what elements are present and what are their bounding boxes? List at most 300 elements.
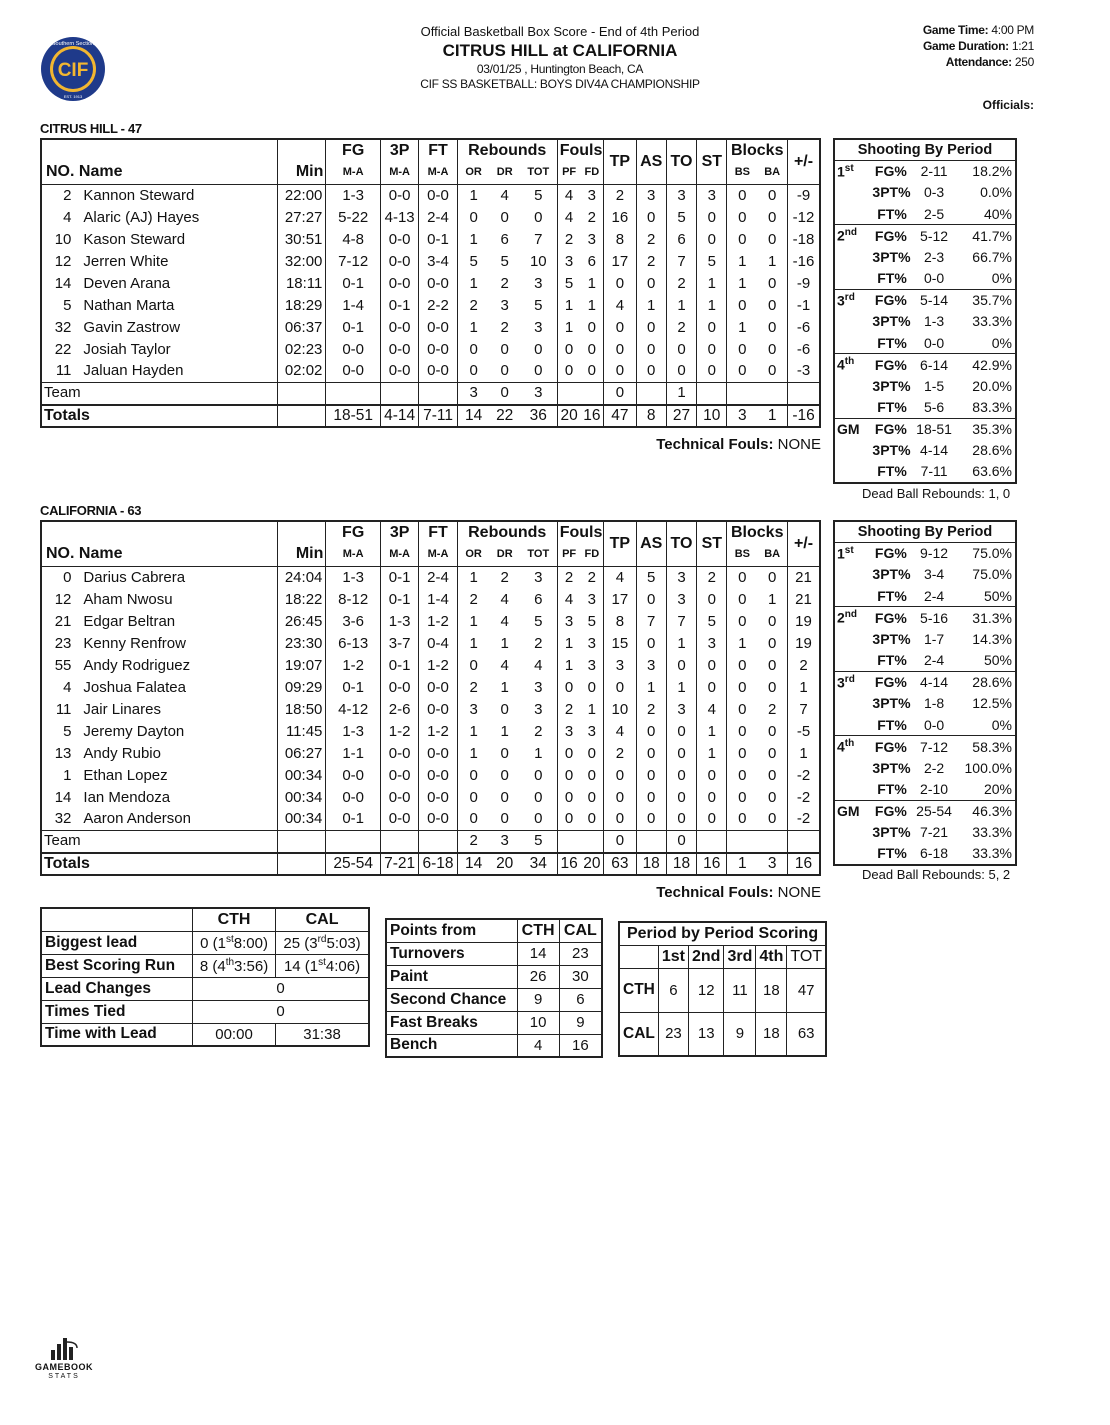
team-stat-cell: 3 — [457, 383, 489, 405]
stat-cell: 0 — [727, 699, 757, 721]
stat-cell: 1 — [500, 722, 509, 740]
stat-cell: 0 — [500, 340, 509, 358]
stat-cell: 4 — [557, 589, 580, 611]
stat-cell: 2 — [587, 208, 597, 226]
period-label — [834, 203, 872, 225]
stat-cell: 0 — [636, 787, 666, 809]
period-label: 4th — [834, 736, 872, 758]
stat-cell: 2 — [636, 229, 666, 251]
col-plus-minus: +/- — [788, 139, 820, 185]
stat-cell: 5 — [500, 252, 509, 270]
stat-cell: 0 — [666, 787, 696, 809]
totals-cell: 34 — [520, 853, 557, 875]
stat-cell: 18:50 — [277, 699, 325, 721]
stat-cell: 4 — [604, 295, 636, 317]
shooting-by-period-california — [833, 520, 1017, 866]
report-type: Official Basketball Box Score - End of 4th Period — [420, 24, 700, 39]
shooting-stat-label: 3PT% — [872, 248, 911, 265]
dead-ball-rebounds-citrus-hill: Dead Ball Rebounds: 1, 0 — [862, 486, 1011, 501]
stat-cell: 5 — [534, 612, 543, 630]
shooting-stat-label: FT% — [877, 399, 907, 415]
lead-col-cth: CTH — [193, 908, 276, 931]
stat-cell: 0-0 — [380, 339, 418, 361]
period-label: 1st — [837, 544, 854, 562]
stat-cell: 1 — [788, 743, 820, 765]
points-from-col-cal: CAL — [559, 919, 602, 942]
stat-cell: 0 — [767, 788, 777, 806]
team-stat-cell — [277, 831, 325, 853]
shooting-made-attempted: 25-54 — [909, 800, 960, 822]
shooting-stat-label: FT% — [877, 781, 907, 797]
stat-cell: 23:30 — [277, 633, 325, 655]
player-name: Ian Mendoza — [83, 788, 171, 806]
stat-cell: 1 — [557, 633, 580, 655]
col-tp: TP — [604, 521, 636, 567]
shooting-percentage: 50% — [983, 652, 1012, 668]
stat-cell: 24:04 — [277, 567, 325, 589]
stat-cell: 2 — [767, 700, 777, 718]
stat-cell: 5 — [457, 251, 489, 273]
points-from-cth: 4 — [517, 1034, 559, 1057]
player-number: 4 — [63, 678, 72, 696]
shooting-made-attempted: 6-14 — [909, 354, 960, 376]
stat-cell: 0-0 — [326, 339, 381, 361]
stat-cell: 2 — [457, 677, 489, 699]
period-label — [834, 332, 872, 354]
stat-cell: -18 — [788, 229, 820, 251]
shooting-percentage: 35.3% — [959, 418, 1016, 440]
shooting-percentage: 18.2% — [972, 163, 1012, 179]
stat-cell: 2 — [604, 185, 636, 207]
player-number: 12 — [54, 590, 72, 608]
stat-cell: 1-4 — [326, 295, 381, 317]
stat-cell: 1-2 — [380, 721, 418, 743]
shooting-row — [834, 354, 1016, 376]
totals-min-blank — [277, 405, 325, 427]
team-stat-cell: 0 — [604, 383, 636, 405]
totals-cell: 3 — [727, 405, 757, 427]
stat-cell: 3-4 — [419, 251, 457, 273]
player-number: 13 — [54, 744, 72, 762]
stat-cell: 2-2 — [419, 295, 457, 317]
points-from-cal: 30 — [559, 965, 602, 988]
shooting-stat-label: FT% — [877, 845, 907, 862]
stat-cell: 0 — [727, 567, 757, 589]
player-row — [41, 633, 820, 655]
col-ft: FT — [419, 521, 457, 544]
stat-cell: 2 — [500, 274, 509, 292]
stat-cell: 0-0 — [419, 273, 457, 295]
shooting-made-attempted: 1-7 — [923, 630, 945, 647]
shooting-row — [834, 182, 1016, 204]
stat-cell: 0-0 — [419, 787, 457, 809]
shooting-stat-label: FG% — [872, 225, 908, 247]
stat-cell: -3 — [788, 361, 820, 383]
stat-cell: 0 — [697, 207, 727, 229]
stat-cell: 0 — [767, 678, 777, 696]
stat-cell: 1 — [636, 295, 666, 317]
team-stat-cell — [380, 831, 418, 853]
team-stat-cell — [326, 831, 381, 853]
stat-cell: 0-0 — [380, 809, 418, 831]
stat-cell: 2 — [636, 699, 666, 721]
team-row — [41, 831, 820, 853]
stat-cell: 27:27 — [277, 207, 325, 229]
stat-cell: 1-3 — [326, 185, 381, 207]
shooting-row — [834, 440, 1016, 462]
stat-cell: 16 — [604, 207, 636, 229]
team-stat-cell: 0 — [666, 831, 696, 853]
totals-cell: 16 — [788, 853, 820, 875]
period-header: 4th — [756, 945, 787, 968]
stat-cell: 18:29 — [277, 295, 325, 317]
stat-cell: 0-0 — [419, 317, 457, 339]
period-score: 18 — [756, 1012, 787, 1056]
stat-cell: 00:34 — [277, 809, 325, 831]
stat-cell: 0-0 — [326, 765, 381, 787]
stat-cell: 3 — [587, 722, 597, 740]
period-label: 2nd — [834, 607, 872, 629]
game-time: 4:00 PM — [991, 23, 1034, 37]
shooting-made-attempted: 2-2 — [923, 759, 945, 776]
stat-cell: 0 — [727, 207, 757, 229]
stat-cell: 0-0 — [380, 743, 418, 765]
points-from-title: Points from — [386, 919, 517, 942]
team-stat-cell — [697, 831, 727, 853]
player-name: Aaron Anderson — [83, 810, 191, 828]
team-row — [41, 383, 820, 405]
stat-cell: 0 — [636, 633, 666, 655]
player-row — [41, 207, 820, 229]
shooting-percentage: 66.7% — [972, 248, 1012, 265]
shooting-made-attempted: 7-11 — [920, 463, 948, 480]
stat-cell: 4 — [500, 612, 509, 630]
totals-cell: 10 — [697, 405, 727, 427]
col-ft-ma: M-A — [419, 162, 457, 185]
player-row — [41, 699, 820, 721]
stat-cell: 1 — [587, 700, 597, 718]
stat-cell: 0 — [697, 765, 727, 787]
stat-cell: 4-12 — [326, 699, 381, 721]
stat-cell: 0 — [767, 568, 777, 586]
stat-cell: 02:23 — [277, 339, 325, 361]
stat-cell: 3-6 — [326, 611, 381, 633]
stat-cell: 3 — [534, 678, 543, 696]
stat-cell: -2 — [788, 765, 820, 787]
shooting-stat-label: FG% — [874, 545, 907, 561]
points-from-row — [386, 965, 602, 988]
shooting-made-attempted: 7-21 — [920, 824, 949, 841]
stat-cell: 0 — [636, 743, 666, 765]
team-stat-cell: 3 — [490, 831, 520, 853]
period-scoring-row — [619, 968, 826, 1012]
stat-cell: 00:34 — [277, 787, 325, 809]
stat-cell: 5 — [534, 296, 543, 314]
shooting-percentage: 14.3% — [972, 630, 1012, 647]
totals-cell: 20 — [557, 405, 580, 427]
points-from-cth: 26 — [517, 965, 559, 988]
stat-cell: 0 — [500, 208, 509, 226]
player-name: Andy Rubio — [83, 744, 161, 762]
col-dr: DR — [496, 166, 513, 178]
stat-cell: 0 — [767, 208, 777, 226]
shooting-made-attempted: 5-14 — [909, 289, 960, 311]
stat-cell: 0 — [457, 765, 489, 787]
biggest-lead-cal: 25 (3rd5:03) — [276, 931, 369, 954]
period-label — [834, 714, 872, 736]
stat-cell: 0 — [727, 339, 757, 361]
shooting-stat-label: 3PT% — [872, 313, 911, 330]
stat-cell: 4 — [557, 207, 580, 229]
player-number: 32 — [54, 318, 72, 336]
totals-cell: 6-18 — [419, 853, 457, 875]
stat-cell: 0 — [534, 340, 543, 358]
totals-cell: 18-51 — [326, 405, 381, 427]
attendance-label: Attendance: — [945, 55, 1012, 70]
stat-cell: 0-0 — [380, 787, 418, 809]
period-score: 47 — [787, 968, 826, 1012]
player-name: Ethan Lopez — [83, 766, 168, 784]
shooting-made-attempted: 0-0 — [923, 334, 945, 351]
player-name: Jeremy Dayton — [83, 722, 185, 740]
shooting-stat-label: 3PT% — [872, 377, 911, 394]
stat-cell: -2 — [788, 787, 820, 809]
stat-cell: 0 — [534, 766, 543, 784]
stat-cell: 0 — [727, 295, 757, 317]
player-name: Aham Nwosu — [83, 590, 173, 608]
period-label: GM — [834, 800, 872, 822]
totals-row — [41, 853, 820, 875]
shooting-row — [834, 225, 1016, 247]
stat-cell: 3 — [534, 568, 543, 586]
period-label: 3rd — [834, 289, 872, 311]
stat-cell: 3 — [587, 230, 597, 248]
stat-cell: 1 — [697, 295, 727, 317]
shooting-stat-label: FG% — [872, 354, 908, 376]
team-stat-cell — [580, 831, 603, 853]
game-duration: 1:21 — [1011, 39, 1034, 54]
player-number: 55 — [54, 656, 72, 674]
stat-cell: 7 — [636, 611, 666, 633]
stat-cell: 10 — [529, 252, 547, 270]
team-stat-cell — [788, 383, 820, 405]
lead-summary-table — [40, 907, 370, 1047]
stat-cell: 3 — [587, 590, 597, 608]
stat-cell: 0-0 — [380, 317, 418, 339]
period-label — [834, 375, 872, 397]
stat-cell: 2 — [534, 634, 543, 652]
shooting-made-attempted: 1-8 — [923, 695, 945, 712]
stat-cell: 5 — [587, 612, 597, 630]
stat-cell: 1 — [500, 678, 509, 696]
points-from-cal: 9 — [559, 1011, 602, 1034]
header-blank — [41, 139, 277, 162]
stat-cell: 0 — [587, 362, 597, 380]
shooting-stat-label: FT% — [877, 652, 907, 668]
totals-cell: 7-21 — [380, 853, 418, 875]
col-fg-ma: M-A — [326, 544, 381, 567]
stat-cell: 6 — [534, 590, 543, 608]
shooting-percentage: 0% — [991, 334, 1012, 351]
period-score: 6 — [658, 968, 688, 1012]
totals-cell: 16 — [557, 853, 580, 875]
stat-cell: 0 — [727, 677, 757, 699]
stat-cell: 0 — [727, 743, 757, 765]
period-scoring-table — [618, 921, 827, 1057]
points-from-row — [386, 942, 602, 965]
shooting-made-attempted: 1-5 — [923, 377, 945, 394]
time-with-lead-cal: 31:38 — [276, 1023, 369, 1046]
stat-cell: 0 — [500, 362, 509, 380]
stat-cell: 0 — [697, 655, 727, 677]
stat-cell: 0-0 — [380, 361, 418, 383]
shooting-row — [834, 822, 1016, 844]
shooting-percentage: 58.3% — [959, 736, 1016, 758]
stat-cell: 0 — [636, 589, 666, 611]
player-number: 22 — [54, 340, 72, 358]
stat-cell: 0-0 — [380, 229, 418, 251]
stat-cell: 0-1 — [419, 229, 457, 251]
period-score: 9 — [724, 1012, 756, 1056]
col-3p: 3P — [380, 521, 418, 544]
totals-cell: -16 — [788, 405, 820, 427]
stat-cell: 3 — [636, 655, 666, 677]
totals-cell: 14 — [457, 853, 489, 875]
col-tp: TP — [604, 139, 636, 185]
col-rebounds: Rebounds — [457, 139, 557, 162]
shooting-made-attempted: 6-18 — [920, 845, 949, 862]
stat-cell: 0-1 — [380, 567, 418, 589]
stat-cell: 1 — [557, 655, 580, 677]
points-from-row — [386, 1011, 602, 1034]
stat-cell: 0-0 — [419, 361, 457, 383]
period-label: 2nd — [834, 225, 872, 247]
stat-cell: 22:00 — [277, 185, 325, 207]
stat-cell: 10 — [604, 699, 636, 721]
technical-fouls-value: NONE — [777, 436, 821, 453]
stat-cell: 3 — [587, 656, 597, 674]
technical-fouls-label: Technical Fouls: — [656, 884, 774, 901]
shooting-percentage: 83.3% — [972, 399, 1012, 415]
shooting-row — [834, 650, 1016, 672]
stat-cell: -2 — [788, 809, 820, 831]
totals-cell: 22 — [490, 405, 520, 427]
player-name: Edgar Beltran — [83, 612, 176, 630]
col-blocks: Blocks — [727, 139, 788, 162]
player-name: Darius Cabrera — [83, 568, 186, 586]
period-label — [834, 461, 872, 483]
shooting-row — [834, 585, 1016, 607]
stat-cell: 0 — [727, 809, 757, 831]
shooting-stat-label: 3PT% — [872, 442, 911, 459]
player-number: 11 — [55, 362, 72, 380]
stat-cell: 4 — [534, 656, 543, 674]
team-stat-cell: 3 — [520, 383, 557, 405]
shooting-stat-label: FT% — [877, 587, 907, 604]
stat-cell: 3 — [534, 274, 543, 292]
stat-cell: 0 — [500, 788, 509, 806]
shooting-row — [834, 203, 1016, 225]
player-row — [41, 339, 820, 361]
shooting-made-attempted: 4-14 — [909, 671, 960, 693]
stat-cell: 0-0 — [326, 361, 381, 383]
player-name: Alaric (AJ) Hayes — [83, 208, 200, 226]
stat-cell: 1 — [557, 295, 580, 317]
points-from-cal: 6 — [559, 988, 602, 1011]
col-fd: FD — [584, 166, 600, 178]
shooting-stat-label: FG% — [872, 289, 908, 311]
player-row — [41, 185, 820, 207]
team-label-california: CALIFORNIA - 63 — [40, 503, 142, 518]
stat-cell: 0 — [666, 361, 696, 383]
stat-cell: 0 — [500, 766, 509, 784]
period-score: 11 — [724, 968, 756, 1012]
shooting-row — [834, 628, 1016, 650]
shooting-made-attempted: 5-16 — [909, 607, 960, 629]
stat-cell: 0 — [604, 765, 636, 787]
stat-cell: 1 — [457, 743, 489, 765]
points-from-cal: 16 — [559, 1034, 602, 1057]
logo-text: CIF — [57, 60, 89, 81]
times-tied-value: 0 — [193, 1000, 370, 1023]
stat-cell: 0-0 — [380, 677, 418, 699]
stat-cell: 06:37 — [277, 317, 325, 339]
technical-fouls-california — [656, 884, 821, 901]
stat-cell: 0 — [457, 361, 489, 383]
stat-cell: 0 — [636, 273, 666, 295]
team-row-label: Team — [41, 383, 277, 405]
team-stat-cell — [419, 831, 457, 853]
team-stat-cell — [727, 831, 757, 853]
player-row — [41, 765, 820, 787]
totals-cell: 25-54 — [326, 853, 381, 875]
stat-cell: 0 — [767, 722, 777, 740]
shooting-percentage: 75.0% — [972, 566, 1012, 583]
stat-cell: 21 — [788, 567, 820, 589]
stat-cell: 4 — [500, 590, 509, 608]
col-3p-ma: M-A — [380, 544, 418, 567]
player-row — [41, 787, 820, 809]
stat-cell: 15 — [604, 633, 636, 655]
box-score-citrus-hill — [40, 138, 821, 428]
stat-cell: 1 — [534, 744, 543, 762]
stat-cell: 2 — [557, 567, 580, 589]
stat-cell: 32:00 — [277, 251, 325, 273]
stat-cell: -16 — [788, 251, 820, 273]
stat-cell: 17 — [604, 251, 636, 273]
points-from-label: Turnovers — [386, 942, 517, 965]
totals-label: Totals — [41, 853, 277, 875]
shooting-row — [834, 714, 1016, 736]
col-pf: PF — [557, 544, 580, 567]
period-score: 13 — [688, 1012, 723, 1056]
period-label — [834, 757, 872, 779]
stat-cell: 1 — [457, 317, 489, 339]
period-label — [834, 779, 872, 801]
shooting-made-attempted: 0-0 — [923, 270, 945, 286]
stat-cell: -5 — [788, 721, 820, 743]
col-no-name: NO. Name — [46, 545, 123, 562]
shooting-row — [834, 418, 1016, 440]
col-to: TO — [666, 521, 696, 567]
player-name: Gavin Zastrow — [83, 318, 181, 336]
team-stat-cell — [636, 383, 666, 405]
stat-cell: 1 — [457, 611, 489, 633]
date-location: 03/01/25 , Huntington Beach, CA — [476, 61, 644, 76]
best-run-label: Best Scoring Run — [41, 954, 193, 977]
stat-cell: 0 — [767, 296, 777, 314]
shooting-percentage: 42.9% — [959, 354, 1016, 376]
